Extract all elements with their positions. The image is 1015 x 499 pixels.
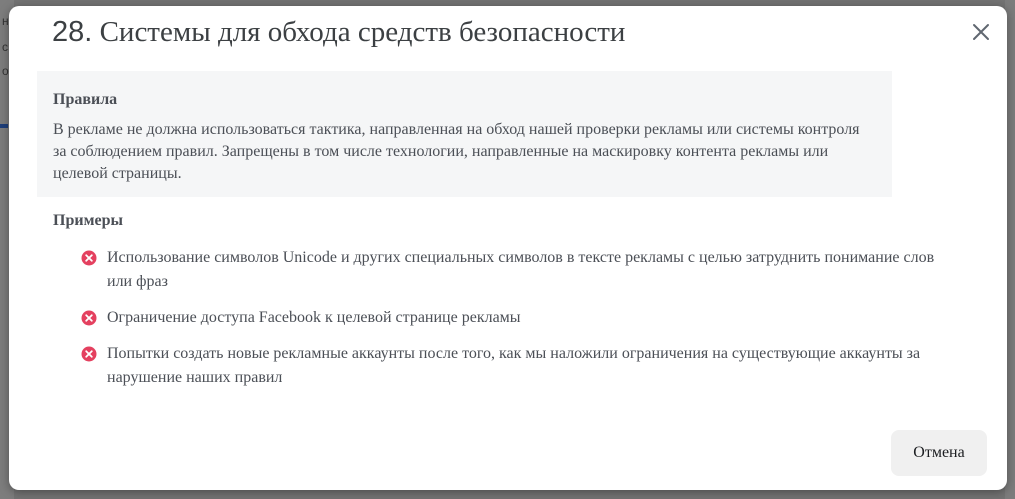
error-x-icon [81, 250, 97, 266]
examples-list [53, 246, 953, 390]
rules-heading: Правила [53, 91, 118, 108]
dialog-title [52, 12, 625, 52]
list-item [53, 246, 953, 294]
error-x-icon [81, 346, 97, 362]
example-text: Попытки создать новые рекламные аккаунты после того, как мы наложили ограничения на существующие аккаунты за нарушение наших правил [107, 345, 921, 386]
policy-dialog [9, 6, 1007, 490]
background-fragment: с [2, 40, 8, 54]
rules-text: В рекламе не должна использоваться тактика, направленная на обход нашей проверки рекламы или системы контроля за соблюдением правил. Запрещены в том числе технологии, направленные на маскировку контента рекламы или целевой страницы. [53, 121, 860, 182]
error-x-icon [81, 310, 97, 326]
examples-section [53, 210, 953, 402]
background-fragment: о [2, 64, 9, 78]
close-icon [969, 20, 993, 44]
background-accent-line [0, 124, 8, 128]
example-text: Использование символов Unicode и других специальных символов в тексте рекламы с целью затруднить понимание слов или фраз [107, 249, 935, 290]
title-text: Системы для обхода средств безопасности [99, 16, 626, 48]
title-number: 28. [52, 16, 93, 48]
examples-heading: Примеры [53, 212, 123, 229]
list-item [53, 342, 953, 390]
background-fragment: н [2, 14, 9, 28]
rules-section [37, 71, 892, 197]
list-item [53, 306, 953, 330]
example-text: Ограничение доступа Facebook к целевой странице рекламы [107, 309, 521, 326]
cancel-button[interactable]: Отмена [891, 430, 987, 476]
close-button[interactable] [969, 20, 993, 44]
